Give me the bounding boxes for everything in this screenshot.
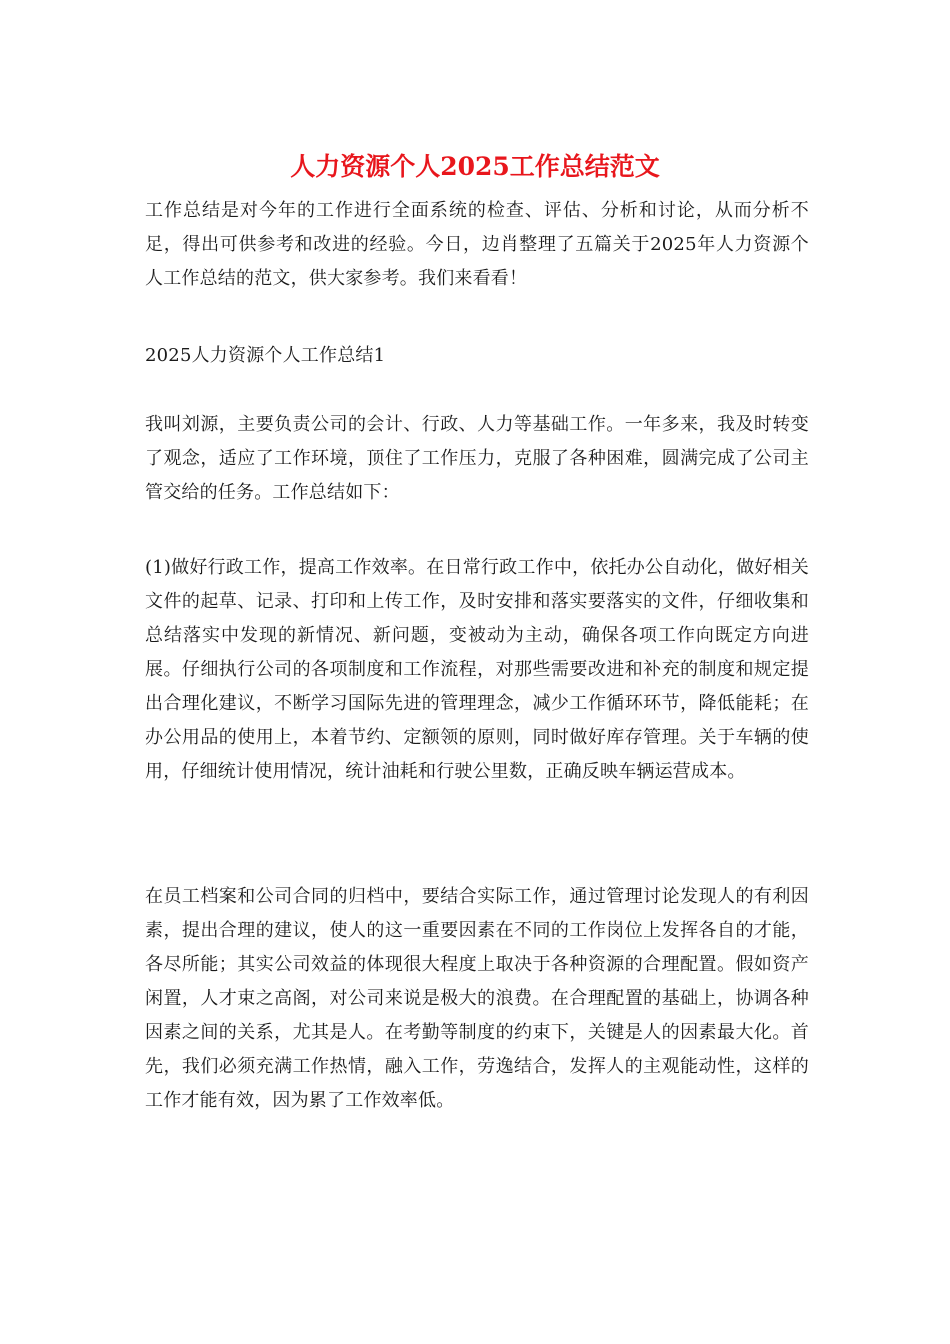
body-paragraph-1: 我叫刘源，主要负责公司的会计、行政、人力等基础工作。一年多来，我及时转变了观念，适应了工作环境，顶住了工作压力，克服了各种困难，圆满完成了公司主管交给的任务。工作总结如下：	[145, 414, 809, 503]
body-paragraph-3: 在员工档案和公司合同的归档中，要结合实际工作，通过管理讨论发现人的有利因素，提出合理的建议，使人的这一重要因素在不同的工作岗位上发挥各自的才能，各尽所能；其实公司效益的体现很大程度上取决于各种资源的合理配置。假如资产闲置，人才束之高阁，对公司来说是极大的浪费。在合理配置的基础上，协调各种因素之间的关系，尤其是人。在考勤等制度的约束下，关键是人的因素最大化。首先，我们必须充满工作热情，融入工作，劳逸结合，发挥人的主观能动性，这样的工作才能有效，因为累了工作效率低。	[145, 886, 809, 1111]
intro-paragraph: 工作总结是对今年的工作进行全面系统的检查、评估、分析和讨论，从而分析不足，得出可供参考和改进的经验。今日，边肖整理了五篇关于2025年人力资源个人工作总结的范文，供大家参考。我们来看看！	[145, 200, 809, 289]
body-paragraph-2: (1)做好行政工作，提高工作效率。在日常行政工作中，依托办公自动化，做好相关文件的起草、记录、打印和上传工作，及时安排和落实要落实的文件，仔细收集和总结落实中发现的新情况、新问题，变被动为主动，确保各项工作向既定方向进展。仔细执行公司的各项制度和工作流程，对那些需要改进和补充的制度和规定提出合理化建议，不断学习国际先进的管理理念，减少工作循环环节，降低能耗；在办公用品的使用上，本着节约、定额领的原则，同时做好库存管理。关于车辆的使用，仔细统计使用情况，统计油耗和行驶公里数，正确反映车辆运营成本。	[145, 557, 809, 782]
section-heading: 2025人力资源个人工作总结1	[145, 345, 386, 366]
document-title: 人力资源个人2025工作总结范文	[290, 152, 660, 181]
